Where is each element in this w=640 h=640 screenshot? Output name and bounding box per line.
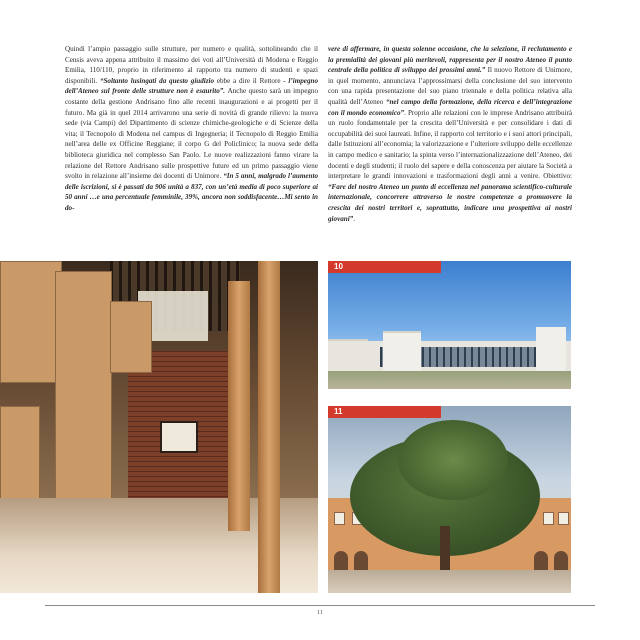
quote-run: vere di affermare, in questa solenne occasione, che la selezione, il reclutamento e la premialità dei giovani più meritevoli, rappresenta per il nostro Ateneo il punto centrale della politica di sviluppo dei prossimi anni.” <box>328 45 572 75</box>
wall-screen <box>160 421 198 453</box>
quote-run: - l’impegno dell’Ateneo sul fronte delle strutture non è esaurito”. <box>65 76 318 96</box>
page-number: 11 <box>316 609 324 616</box>
facade-window <box>543 512 554 525</box>
tree-trunk <box>440 526 450 574</box>
wood-pod <box>55 271 112 503</box>
text-run: ebbe a dire il Rettore <box>216 76 284 85</box>
wood-pod <box>110 301 152 373</box>
quote-run: “Fare del nostro Ateneo un punto di eccellenza nel panorama scientifico-culturale internazionale, concorrere attraverso le nostre competenze a promuovere la crescita dei nostri territori e, soprattutto, indicare una prospettiva ai nostri giovani” <box>328 182 572 223</box>
building-tower <box>536 327 566 371</box>
facade-window <box>558 512 569 525</box>
lawn <box>328 371 571 389</box>
left-text-column <box>65 44 318 214</box>
figure-10-photo <box>328 261 571 389</box>
courtyard-ground <box>328 570 571 593</box>
tree-crown <box>398 420 508 500</box>
building-tower <box>383 331 421 373</box>
figure-11-photo <box>328 406 571 593</box>
quote-run: “In 5 anni, malgrado l’aumento delle iscrizioni, si è passati da 906 unità a 837, con un’età media di poco superiore ai 50 anni …e una percentuale femminile, 39%, ancora non soddisfacente…Mi sento in do- <box>65 172 318 212</box>
text-run: Quindi l’ampio passaggio sulle strutture, per numero e qualità, sottolineando che il Censis aveva appena attribuito il massimo dei voti all’Università di Modena e Reggio Emilia, 110/110, proprio in riferimento al rapporto tra numero di studenti e spazi disponibili. <box>65 45 318 85</box>
wood-pod <box>0 406 40 508</box>
right-paragraph <box>328 44 572 224</box>
quote-run: “Soltanto lusingati da questo giudizio <box>99 76 217 85</box>
wood-pod <box>0 261 62 383</box>
facade-window <box>334 512 345 525</box>
text-run: Il nuovo Rettore di Unimore, in quel momento, annunciava l’approssimarsi della conclusione del suo intervento con una rapida presentazione del suo piano triennale e della politica relativa alla qualità dell’Ateneo <box>328 66 572 106</box>
text-run: . <box>353 214 356 223</box>
wood-pillar <box>258 261 280 593</box>
figure-number-badge: 11 <box>328 406 441 418</box>
left-paragraph <box>65 44 318 214</box>
text-run: . Proprio alle relazioni con le imprese Andrisano attribuirà un ruolo fondamentale per la crescita dell’Università e per consolidare i dati di occupabilità dei suoi laureati. Infine, il rapporto col territorio e i suoi attori principali, dalle Istituzioni all’economia; la valorizzazione e l’ulteriore sviluppo delle eccellenze in campo medico e sanitario; la spinta verso l’internazionalizzazione dell’Ateneo, dei docenti e degli studenti; il ruolo del sapere e della conoscenza per aiutare la Società a interpretare le grandi innovazioni e trasformazioni degli anni a venire. Obiettivo: <box>328 108 572 181</box>
wood-pillar <box>228 281 250 531</box>
figure-number-badge: 10 <box>328 261 441 273</box>
interior-photo <box>0 261 318 593</box>
right-text-column <box>328 44 572 224</box>
text-run: Anche questo sarà un impegno costante della gestione Andrisano fino alle recenti inaugurazioni e ai progetti per il futuro. Ma già in quel 2014 arrivarono una serie di novità di grande rilievo: la nuova sede (via Campi) del Dipartimento di scienze chimiche-geologiche e di Scienze della vita; il Tecnopolo di Modena nel campus di Ingegneria; il Tecnopolo di Reggio Emilia nell’area delle ex Officine Reggiane; il corpo G del Policlinico; la nuova sede della biblioteca giuridica nel complesso San Paolo. Le nuove realizzazioni fanno virare la relazione del Rettore Andrisano sulle prospettive future ed un primo passaggio viene svolto in relazione all’insieme dei docenti di Unimore. <box>65 87 318 181</box>
quote-run: “nel campo della formazione, della ricerca e dell’integrazione con il mondo economico” <box>328 97 572 117</box>
footer-rule <box>45 605 595 606</box>
